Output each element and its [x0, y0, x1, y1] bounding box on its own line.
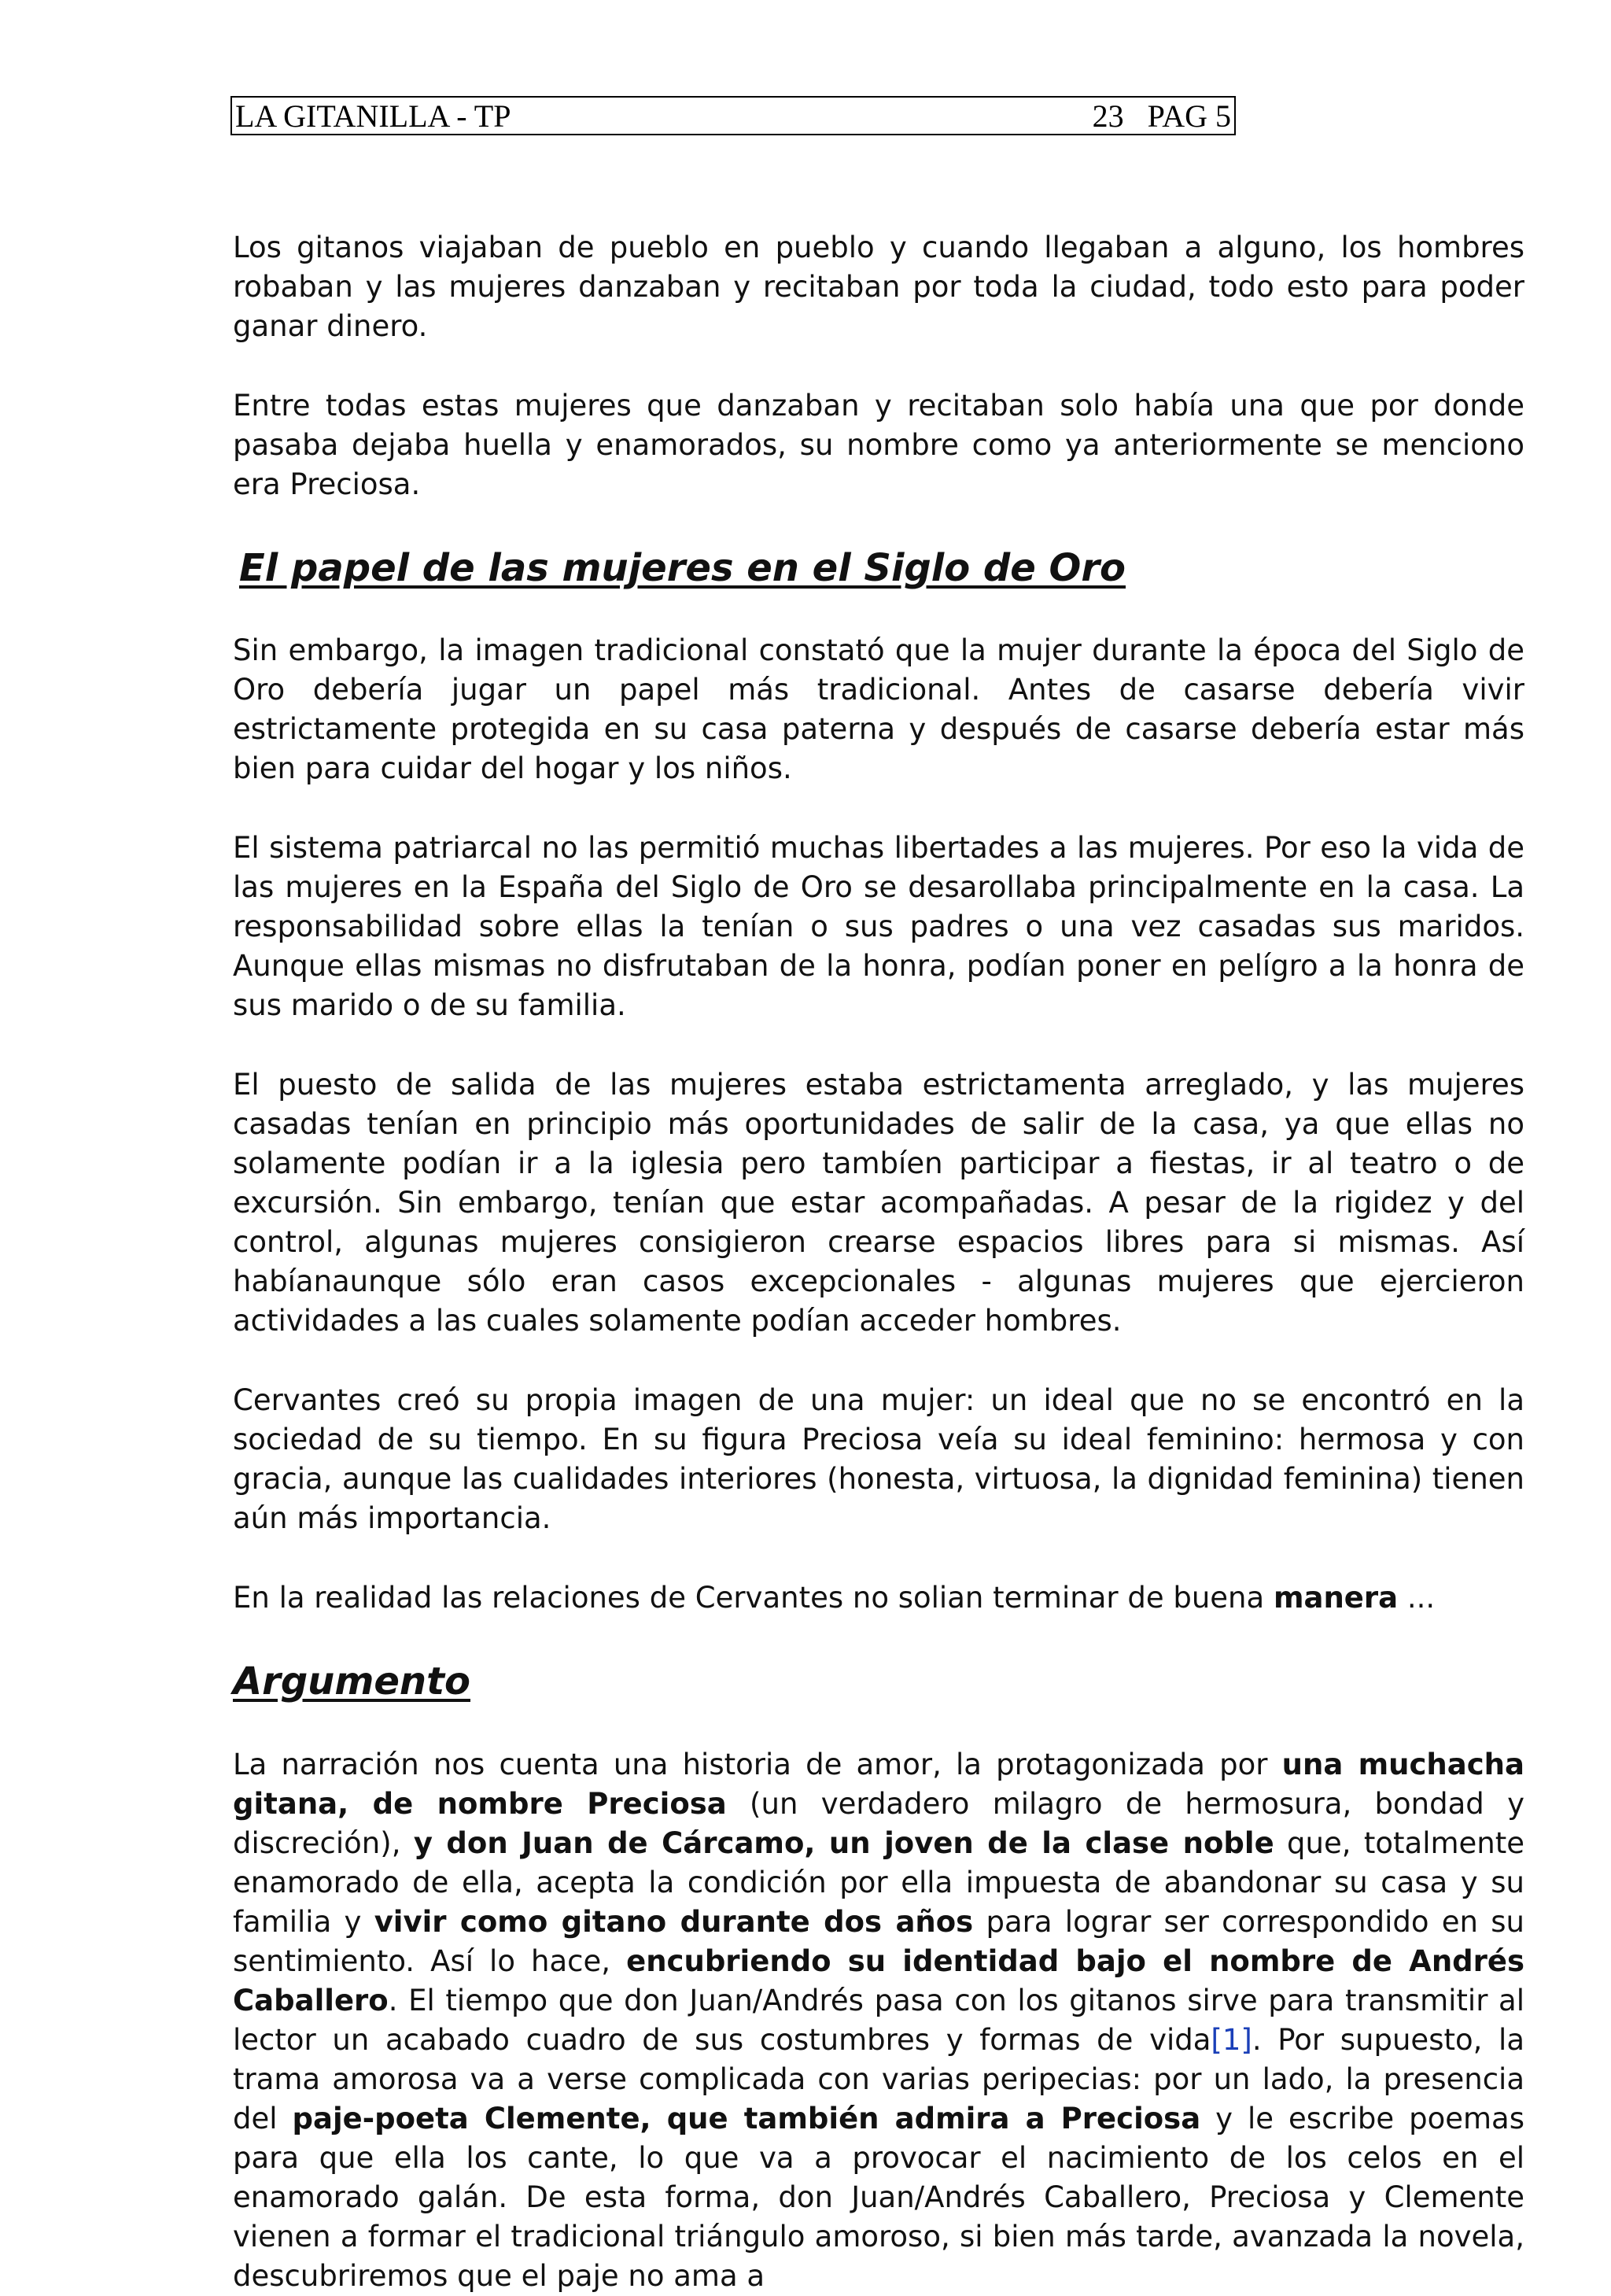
bold-run: y don Juan de Cárcamo, un joven de la clase noble: [413, 1826, 1274, 1860]
text-run: y le escribe poemas para que ella los cante, lo que va a provocar el nacimiento de los celos en el enamorado galán. De esta forma, don Juan/Andrés Caballero, Preciosa y Clemente vienen a formar el tradicional triángulo amoroso, si bien más tarde, avanzada la novela, descubriremos que el paje no ama a: [233, 2102, 1525, 2293]
bold-run: una muchacha gitana, de nombre Preciosa: [233, 1748, 1524, 1821]
text-run: La narración nos cuenta una historia de amor, la protagonizada por: [233, 1748, 1282, 1781]
text-run: para lograr ser correspondido en su sentimiento. Así lo hace,: [233, 1905, 1524, 1978]
footnote-link[interactable]: [1]: [1211, 2023, 1252, 2057]
page-header: [230, 96, 1236, 135]
text-run: (un verdadero milagro de hermosura, bondad y discreción),: [233, 1787, 1524, 1860]
paragraph-realidad: [233, 1578, 1524, 1618]
paragraph-cervantes-ideal: Cervantes creó su propia imagen de una mujer: un ideal que no se encontró en la sociedad de su tiempo. En su figura Preciosa veía su ideal feminino: hermosa y con gracia, aunque las cualidades interiores (honesta, virtuosa, la dignidad feminina) tienen aún más importancia.: [233, 1383, 1524, 1535]
text-run: ...: [1398, 1581, 1436, 1615]
bold-run: manera: [1273, 1581, 1399, 1615]
paragraph-preciosa: Entre todas estas mujeres que danzaban y recitaban solo había una que por donde pasaba dejaba huella y enamorados, su nombre como ya anteriormente se menciono era Preciosa.: [233, 389, 1524, 501]
paragraph-puesto-salida: El puesto de salida de las mujeres estaba estrictamenta arreglado, y las mujeres casadas tenían en principio más oportunidades de salir de la casa, ya que ellas no solamente podían ir a la iglesia pero tambíen participar a fiestas, ir al teatro o de excursión. Sin embargo, tenían que estar acompañadas. A pesar de la rigidez y del control, algunas mujeres consigieron crearse espacios libres para si mismas. Así habíanaunque sólo eran casos excepcionales - algunas mujeres que ejercieron actividades a las cuales solamente podían acceder hombres.: [233, 1068, 1524, 1338]
paragraph-imagen-tradicional: Sin embargo, la imagen tradicional constató que la mujer durante la época del Siglo de Oro debería jugar un papel más tradicional. Antes de casarse debería vivir estrictamente protegida en su casa paterna y después de casarse debería estar más bien para cuidar del hogar y los niños.: [233, 633, 1524, 785]
paragraph-argumento: [233, 1745, 1524, 2296]
text-run: . Por supuesto, la trama amorosa va a verse complicada con varias peripecias: por un lado, la presencia del: [233, 2023, 1524, 2135]
text-run: que, totalmente enamorado de ella, acepta la condición por ella impuesta de abandonar su casa y su familia y: [233, 1826, 1525, 1939]
bold-run: vivir como gitano durante dos años: [374, 1905, 974, 1939]
header-title: LA GITANILLA - TP: [235, 98, 511, 134]
paragraph-sistema-patriarcal: El sistema patriarcal no las permitió muchas libertades a las mujeres. Por eso la vida de las mujeres en la España del Siglo de Oro se desarollaba principalmente en la casa. La responsabilidad sobre ellas la tenían o sus padres o una vez casadas sus maridos. Aunque ellas mismas no disfrutaban de la honra, podían poner en pelígro a la honra de sus marido o de su familia.: [233, 831, 1524, 1022]
paragraph-gitanos: Los gitanos viajaban de pueblo en pueblo y cuando llegaban a alguno, los hombres robaban y las mujeres danzaban y recitaban por toda la ciudad, todo esto para poder ganar dinero.: [233, 231, 1524, 343]
heading-papel-mujeres: El papel de las mujeres en el Siglo de Oro: [239, 546, 1126, 590]
bold-run: paje-poeta Clemente, que también admira a Preciosa: [292, 2102, 1201, 2135]
document-body: [233, 228, 1524, 2296]
heading-argumento: Argumento: [233, 1659, 471, 1704]
header-page-ref: 23 PAG 5: [1092, 98, 1231, 134]
text-run: En la realidad las relaciones de Cervantes no solian terminar de buena: [233, 1581, 1274, 1615]
bold-run: encubriendo su identidad bajo el nombre de Andrés Caballero: [233, 1944, 1525, 2017]
text-run: . El tiempo que don Juan/Andrés pasa con los gitanos sirve para transmitir al lector un acabado cuadro de sus costumbres y formas de vida: [233, 1984, 1524, 2057]
